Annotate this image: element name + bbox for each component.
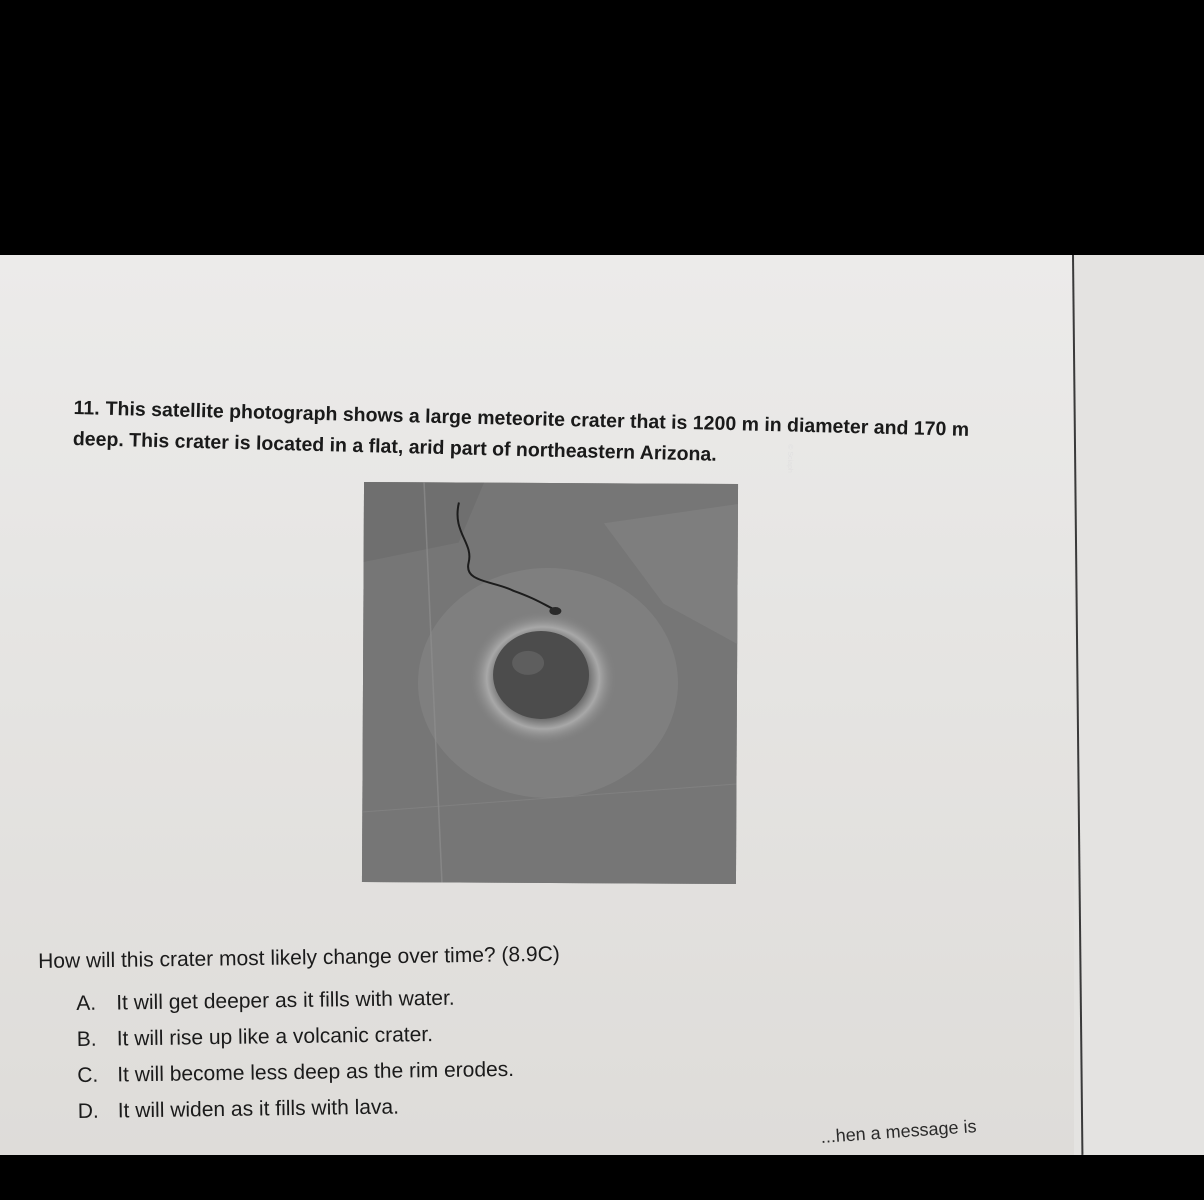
choice-letter: D. — [77, 1099, 99, 1123]
choice-c[interactable] — [77, 1052, 514, 1094]
answer-choices — [76, 980, 515, 1130]
choice-text: It will rise up like a volcanic crater. — [116, 1023, 434, 1051]
question-text — [72, 393, 1003, 478]
choice-d[interactable] — [78, 1088, 515, 1130]
choice-b[interactable] — [77, 1016, 514, 1058]
worksheet-page — [0, 255, 1200, 1155]
choice-text: It will become less deep as the rim erodes. — [117, 1057, 515, 1087]
question-number: 11. — [73, 396, 100, 420]
crater-floor — [493, 631, 589, 720]
cutoff-footnote: ...hen a message is — [820, 1116, 978, 1147]
choice-letter: B. — [76, 1027, 97, 1051]
question-body: This satellite photograph shows a large meteorite crater that is 1200 m in diameter and 170 m deep. This crater is located in a flat, arid part of northeastern Arizona. — [72, 397, 970, 466]
choice-a[interactable] — [76, 980, 513, 1022]
choice-letter: A. — [76, 991, 97, 1015]
satellite-photo — [362, 444, 794, 884]
question-prompt: How will this crater most likely change over time? (8.9C) — [38, 942, 560, 973]
choice-text: It will get deeper as it fills with water. — [116, 986, 455, 1015]
crater-image — [362, 444, 794, 884]
next-page — [1074, 255, 1204, 1155]
choice-letter: C. — [77, 1063, 99, 1087]
choice-text: It will widen as it fills with lava. — [117, 1095, 400, 1123]
photo-credit: © Sciaph — [786, 444, 794, 473]
